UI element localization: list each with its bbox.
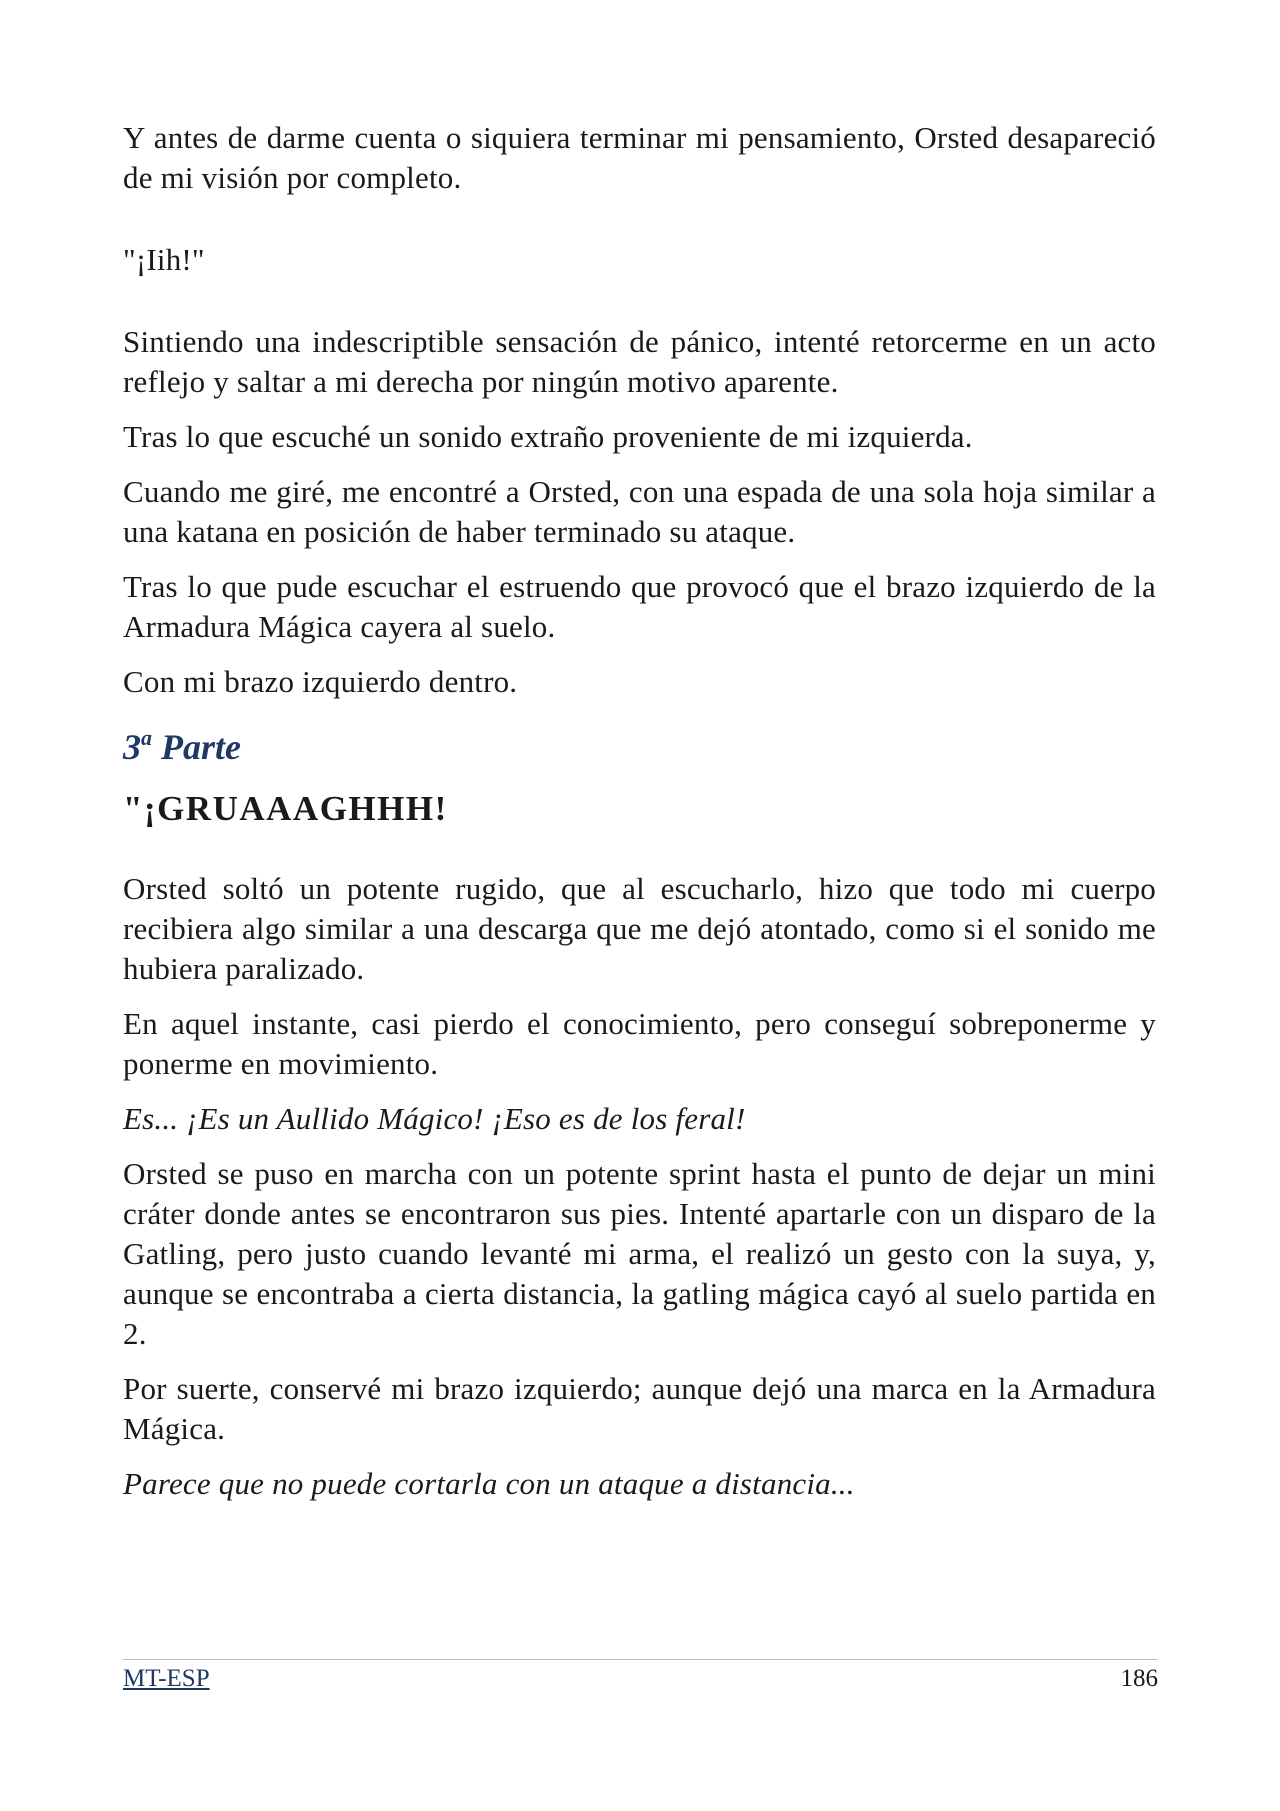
paragraph-6: Tras lo que pude escuchar el estruendo que provocó que el brazo izquierdo de la Armadura Mágica cayera al suelo. xyxy=(123,569,1156,644)
paragraph-7: Con mi brazo izquierdo dentro. xyxy=(123,664,518,699)
dialogue-iih: "¡Iih!" xyxy=(123,242,205,277)
paragraph-9: En aquel instante, casi pierdo el conocimiento, pero conseguí sobreponerme y ponerme en movimiento. xyxy=(123,1006,1156,1081)
section-number: 3 xyxy=(123,727,141,767)
document-page xyxy=(123,118,1156,1504)
thought-aullido: Es... ¡Es un Aullido Mágico! ¡Eso es de los feral! xyxy=(123,1101,746,1136)
page-number: 186 xyxy=(1120,1665,1158,1692)
footer-brand-link[interactable]: MT-ESP xyxy=(123,1665,210,1692)
paragraph-5: Cuando me giré, me encontré a Orsted, con una espada de una sola hoja similar a una katana en posición de haber terminado su ataque. xyxy=(123,474,1156,549)
section-ordinal: a xyxy=(141,725,152,750)
paragraph-4: Tras lo que escuché un sonido extraño proveniente de mi izquierda. xyxy=(123,419,973,454)
paragraph-12: Por suerte, conservé mi brazo izquierdo; aunque dejó una marca en la Armadura Mágica. xyxy=(123,1371,1156,1446)
shout-line: "¡GRUAAAGHHH! xyxy=(123,789,448,828)
section-title: Parte xyxy=(161,727,241,767)
paragraph-8: Orsted soltó un potente rugido, que al escucharlo, hizo que todo mi cuerpo recibiera algo similar a una descarga que me dejó atontado, como si el sonido me hubiera paralizado. xyxy=(123,871,1156,986)
thought-distancia: Parece que no puede cortarla con un ataque a distancia... xyxy=(123,1466,855,1501)
paragraph-3: Sintiendo una indescriptible sensación de pánico, intenté retorcerme en un acto reflejo y saltar a mi derecha por ningún motivo aparente. xyxy=(123,324,1156,399)
section-heading xyxy=(123,725,1156,769)
page-footer xyxy=(123,1659,1158,1694)
paragraph-1: Y antes de darme cuenta o siquiera terminar mi pensamiento, Orsted desapareció de mi visión por completo. xyxy=(123,120,1156,195)
paragraph-11: Orsted se puso en marcha con un potente sprint hasta el punto de dejar un mini cráter donde antes se encontraron sus pies. Intenté apartarle con un disparo de la Gatling, pero justo cuando levanté mi arma, el realizó un gesto con la suya, y, aunque se encontraba a cierta distancia, la gatling mágica cayó al suelo partida en 2. xyxy=(123,1156,1156,1351)
